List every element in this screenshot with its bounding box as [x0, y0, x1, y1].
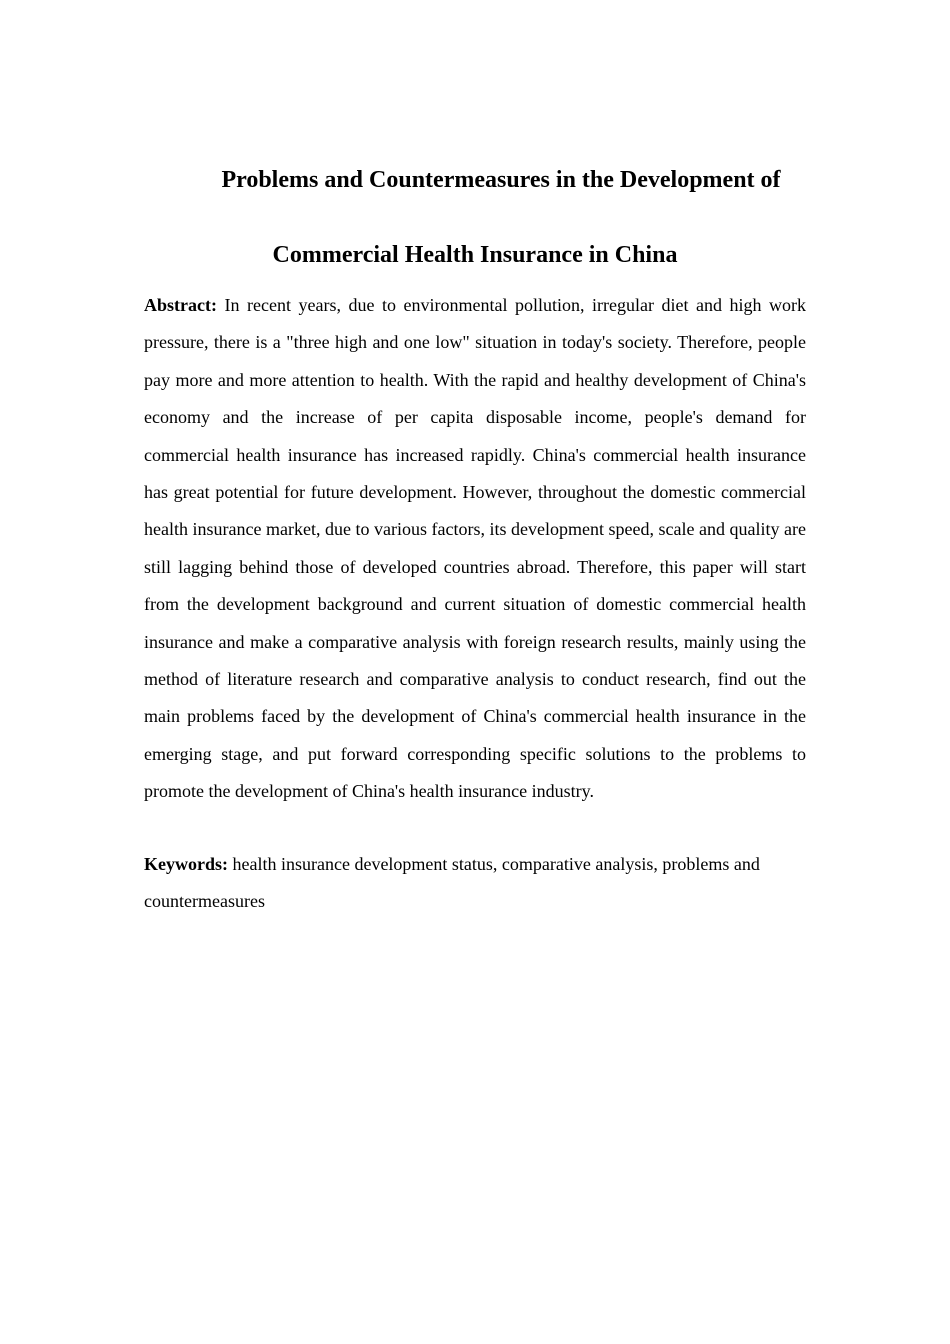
abstract-text: In recent years, due to environmental pollution, irregular diet and high work pressure, there is a "three high and one low" situation in today's society. Therefore, people pay more and more attention to health. With the rapid and healthy development of China's economy and the increase of per capita disposable income, people's demand for commercial health insurance has increased rapidly. China's commercial health insurance has great potential for future development. However, throughout the domestic commercial health insurance market, due to various factors, its development speed, scale and quality are still lagging behind those of developed countries abroad. Therefore, this paper will start from the development background and current situation of domestic commercial health insurance and make a comparative analysis with foreign research results, mainly using the method of literature research and comparative analysis to conduct research, find out the main problems faced by the development of China's commercial health insurance in the emerging stage, and put forward corresponding specific solutions to the problems to promote the development of China's health insurance industry.: [144, 295, 806, 802]
document-title-line-2: Commercial Health Insurance in China: [272, 242, 678, 268]
abstract-label: Abstract:: [144, 295, 217, 315]
keywords-text: health insurance development status, comparative analysis, problems and countermeasures: [144, 854, 760, 912]
document-title-line-1: Problems and Countermeasures in the Development of: [221, 167, 781, 193]
keywords-paragraph: [144, 846, 806, 921]
abstract-paragraph: [144, 287, 806, 811]
keywords-label: Keywords:: [144, 854, 228, 874]
